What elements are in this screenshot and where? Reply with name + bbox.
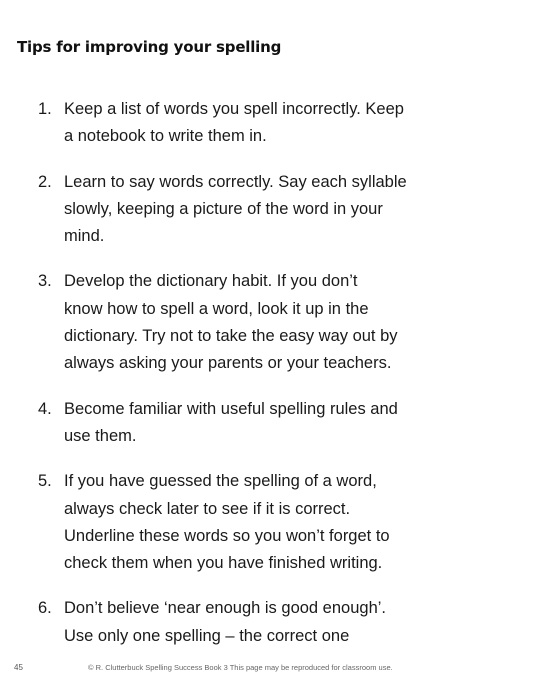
list-item (38, 468, 438, 577)
item-text: If you have guessed the spelling of a word, always check later to see if it is correct. Underline these words so you won’t forget to check them when you have finished writing. (64, 472, 390, 573)
item-number: 4. (38, 399, 52, 418)
item-number: 3. (38, 272, 52, 291)
page-title: Tips for improving your spelling (17, 38, 282, 56)
list-item (38, 268, 438, 377)
item-text: Develop the dictionary habit. If you don’t know how to spell a word, look it up in the dictionary. Try not to take the easy way out by always asking your parents or your teachers. (64, 272, 398, 373)
page-number: 45 (14, 663, 23, 672)
item-text: Learn to say words correctly. Say each syllable slowly, keeping a picture of the word in your mind. (64, 172, 407, 246)
item-number: 6. (38, 599, 52, 618)
item-text: Keep a list of words you spell incorrectly. Keep a notebook to write them in. (64, 100, 404, 146)
item-text: Don’t believe ‘near enough is good enough’. Use only one spelling – the correct one (64, 599, 386, 645)
list-item (38, 396, 438, 451)
list-item (38, 96, 438, 151)
tips-list (38, 96, 438, 650)
list-item (38, 595, 438, 650)
item-text: Become familiar with useful spelling rules and use them. (64, 399, 398, 445)
item-number: 5. (38, 472, 52, 491)
footer-credit: © R. Clutterbuck Spelling Success Book 3 This page may be reproduced for classroom use. (88, 663, 393, 672)
item-number: 2. (38, 172, 52, 191)
list-item (38, 169, 438, 251)
item-number: 1. (38, 100, 52, 118)
